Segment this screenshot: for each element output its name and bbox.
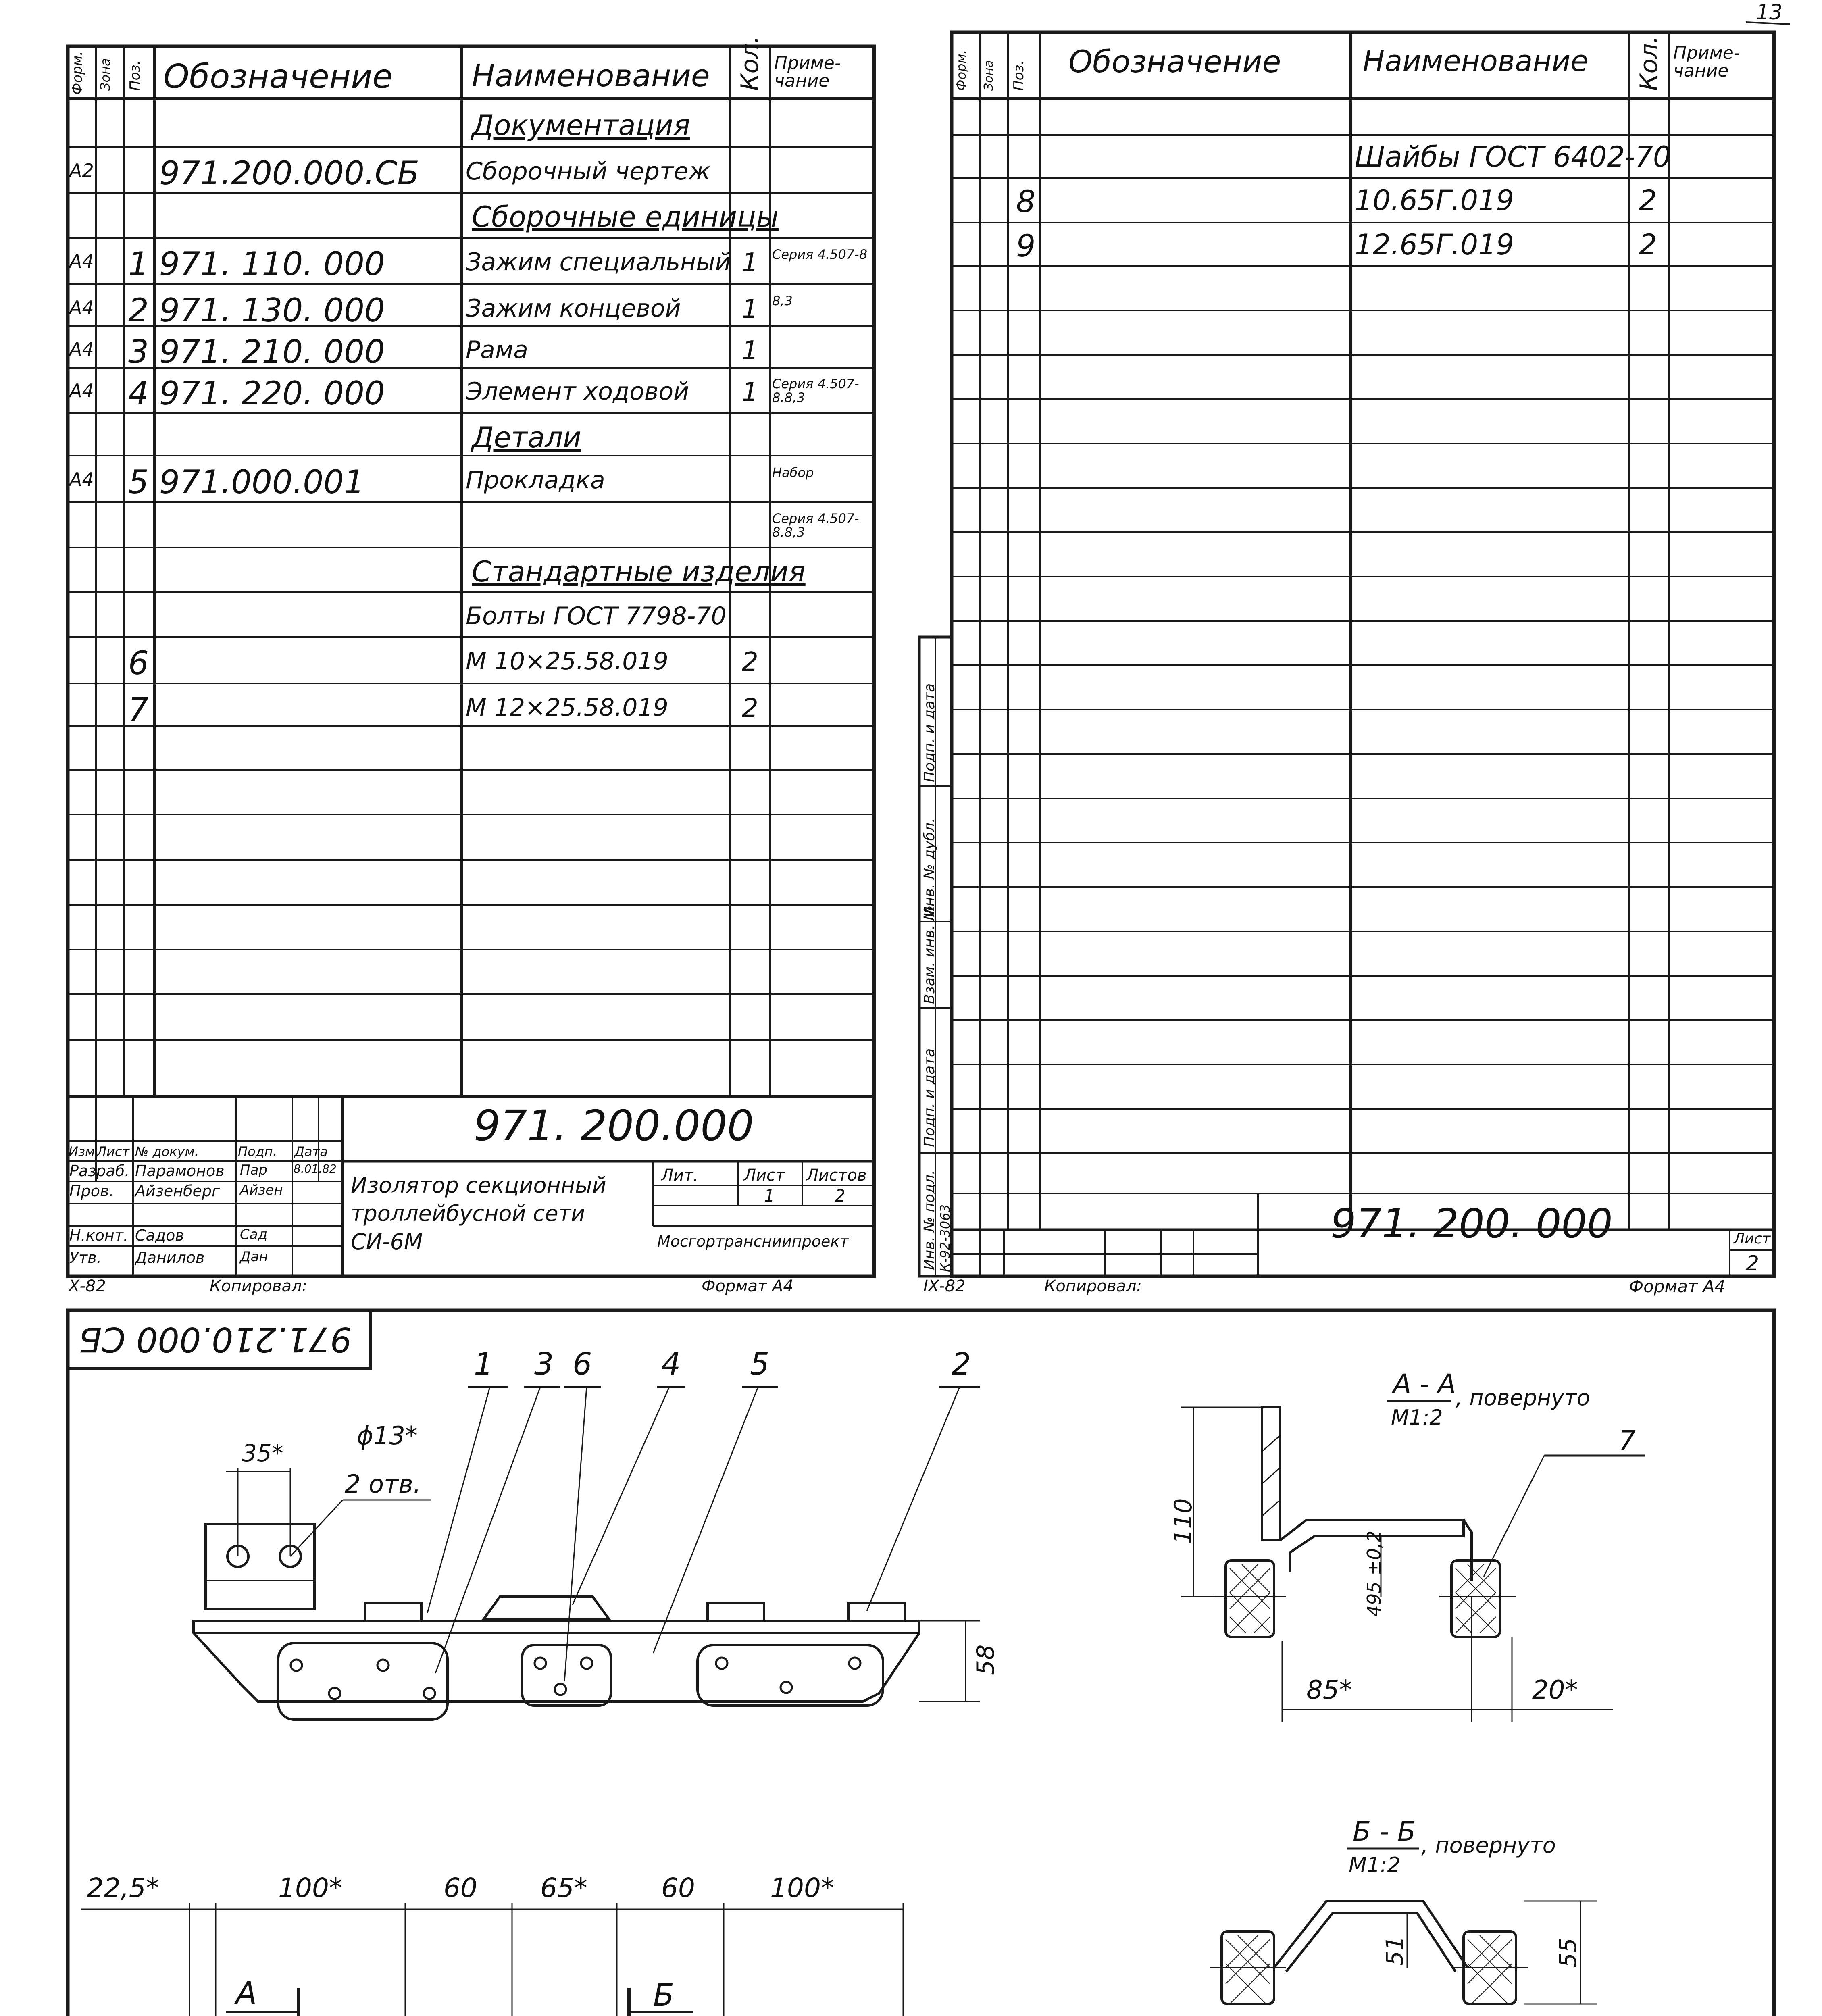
plan-dim: 22,5* — [87, 1872, 159, 1904]
aa-dim-495: 495 ±0,2 — [1363, 1530, 1385, 1617]
right-sheet-label: Лист — [1734, 1231, 1771, 1247]
role-label: Разраб. — [69, 1162, 130, 1180]
row-pos: 3 — [128, 333, 149, 371]
left-sheet-label: Лист — [744, 1166, 785, 1185]
cut-b-top: Б — [653, 1977, 675, 2013]
section-heading: Детали — [472, 421, 581, 454]
r-header-pos: Поз. — [1011, 60, 1027, 91]
row-note: Серия 4.507-8 — [772, 247, 868, 262]
callout-number: 4 — [661, 1346, 681, 1382]
plan-dim: 65* — [540, 1872, 587, 1904]
left-format: Формат А4 — [702, 1277, 793, 1295]
plan-dim: 100* — [278, 1872, 342, 1904]
row-qty: 2 — [1639, 228, 1657, 261]
left-sheets: 2 — [835, 1186, 845, 1206]
left-sheet: 1 — [764, 1186, 775, 1206]
left-tb-h1: Лист — [97, 1144, 130, 1159]
aa-dim-110: 110 — [1169, 1498, 1197, 1544]
role-name: Садов — [135, 1227, 184, 1244]
r-header-format: Форм. — [954, 50, 969, 91]
row-name: Элемент ходовой — [466, 377, 689, 406]
row-qty: 2 — [1639, 184, 1657, 217]
left-doc-title: Изолятор секционный троллейбусной сети СИ-6М — [351, 1173, 606, 1255]
drawing-frame — [68, 1310, 1774, 2016]
plan-dim: 60 — [444, 1872, 477, 1904]
row-pos: 2 — [128, 292, 149, 329]
callout-number: 5 — [750, 1346, 770, 1382]
r-header-name: Наименование — [1363, 44, 1589, 78]
plan-view — [81, 1903, 988, 2016]
header-format: Форм. — [69, 51, 85, 95]
section-heading: Документация — [472, 109, 690, 142]
row-format: A4 — [69, 469, 94, 490]
row-note: Серия 4.507-8.8,3 — [772, 511, 859, 540]
section-aa — [1181, 1401, 1645, 1722]
row-qty: 1 — [742, 377, 758, 407]
row-name: М 12×25.58.019 — [466, 694, 668, 722]
header-pos: Поз. — [127, 60, 143, 91]
dim-58: 58 — [972, 1644, 1000, 1675]
left-tb-h4: Дата — [294, 1144, 328, 1159]
row-designation: 971.200.000.СБ — [159, 154, 420, 192]
role-label: Н.конт. — [69, 1227, 128, 1244]
row-pos: 6 — [128, 644, 149, 682]
role-sign: Пар — [240, 1162, 267, 1178]
row-name: 10.65Г.019 — [1355, 184, 1514, 217]
left-sheets-label: Листов — [806, 1166, 867, 1185]
right-date-code: IХ-82 — [923, 1277, 966, 1295]
bb-dim-55: 55 — [1554, 1938, 1582, 1968]
left-tb-h0: Изм — [69, 1144, 95, 1159]
right-sheet: 2 — [1746, 1252, 1760, 1276]
row-designation: 971.000.001 — [159, 463, 364, 501]
row-name: Рама — [466, 336, 528, 364]
aa-label: А - А — [1393, 1368, 1456, 1400]
row-designation: 971. 210. 000 — [159, 333, 385, 371]
front-view — [194, 1387, 980, 1720]
row-designation: 971. 110. 000 — [159, 245, 385, 283]
row-name: Сборочный чертеж — [466, 157, 710, 185]
left-doc-number: 971. 200.000 — [474, 1101, 754, 1150]
side-label: Инв. № дубл. — [921, 818, 938, 917]
r-header-qty: Кол. — [1635, 35, 1663, 91]
role-name: Парамонов — [135, 1162, 225, 1180]
aa-suffix: , повернуто — [1456, 1385, 1590, 1410]
section-heading: Стандартные изделия — [472, 555, 806, 588]
aa-dim-20: 20* — [1532, 1675, 1578, 1705]
right-format: Формат А4 — [1629, 1277, 1726, 1296]
row-name: Шайбы ГОСТ 6402-70 — [1355, 140, 1671, 173]
role-sign: Дан — [240, 1249, 268, 1265]
right-spec-grid — [919, 32, 1774, 1276]
header-zone: Зона — [98, 58, 113, 91]
row-pos: 5 — [128, 463, 149, 501]
left-tb-h3: Подп. — [238, 1144, 277, 1159]
row-format: A4 — [69, 338, 94, 360]
bb-scale: М1:2 — [1349, 1853, 1401, 1877]
plan-dim: 100* — [770, 1872, 834, 1904]
row-pos: 8 — [1016, 183, 1036, 219]
side-label: Взам. инв. № — [921, 905, 938, 1004]
header-note: Приме- чание — [774, 53, 841, 91]
right-copied: Копировал: — [1044, 1277, 1142, 1295]
bb-label: Б - Б — [1353, 1816, 1416, 1847]
row-format: A4 — [69, 380, 94, 402]
plan-dim: 60 — [661, 1872, 695, 1904]
left-copied: Копировал: — [210, 1277, 308, 1295]
row-format: A4 — [69, 250, 94, 272]
row-note: Набор — [772, 465, 814, 480]
row-pos: 9 — [1016, 228, 1036, 264]
row-name: Зажим концевой — [466, 294, 681, 323]
row-name: 12.65Г.019 — [1355, 228, 1514, 261]
row-qty: 1 — [742, 336, 758, 366]
row-name: М 10×25.58.019 — [466, 647, 668, 675]
dim-35: 35* — [242, 1439, 283, 1467]
header-qty: Кол. — [736, 35, 764, 91]
role-date: 8.01.82 — [294, 1162, 337, 1175]
role-name: Данилов — [135, 1249, 205, 1266]
page-number: 13 — [1756, 0, 1783, 25]
side-label: Подп. и дата — [921, 1048, 938, 1147]
row-qty: 1 — [742, 248, 758, 278]
row-designation: 971. 220. 000 — [159, 375, 385, 412]
right-doc-number: 971. 200. 000 — [1331, 1200, 1613, 1247]
row-format: A4 — [69, 297, 94, 319]
left-tb-h2: № докум. — [135, 1144, 199, 1159]
role-label: Пров. — [69, 1182, 114, 1200]
row-qty: 1 — [742, 294, 758, 324]
row-format: A2 — [69, 160, 94, 181]
aa-scale: М1:2 — [1391, 1406, 1443, 1430]
left-date-code: Х-82 — [69, 1277, 106, 1295]
callout-number: 1 — [474, 1346, 494, 1382]
row-name: Зажим специальный — [466, 248, 731, 276]
inv-no: К-92-3063 — [937, 1204, 953, 1272]
callout-number: 6 — [573, 1346, 592, 1382]
cut-a-top: А — [236, 1975, 257, 2011]
r-header-note: Приме- чание — [1673, 43, 1740, 81]
role-name: Айзенберг — [135, 1182, 220, 1200]
row-pos: 4 — [128, 375, 149, 412]
left-org: Мосгортрансниипроект — [657, 1233, 849, 1250]
row-qty: 2 — [742, 647, 758, 677]
row-pos: 7 — [128, 691, 149, 728]
role-sign: Сад — [240, 1227, 268, 1243]
side-label: Подп. и дата — [921, 683, 938, 782]
aa-callout: 7 — [1619, 1425, 1636, 1456]
role-sign: Айзен — [240, 1182, 283, 1198]
side-label: Инв. № подл. — [921, 1170, 938, 1270]
bb-suffix: , повернуто — [1421, 1833, 1556, 1858]
mirrored-stamp: 971.210.000 СБ — [79, 1320, 352, 1359]
callout-number: 2 — [952, 1346, 971, 1382]
dim-hole13-count: 2 отв. — [345, 1469, 421, 1499]
dim-hole13: ϕ13* — [357, 1421, 418, 1450]
role-label: Утв. — [69, 1249, 102, 1266]
row-pos: 1 — [128, 245, 149, 283]
row-name: Болты ГОСТ 7798-70 — [466, 602, 727, 630]
r-header-zone: Зона — [982, 60, 996, 91]
callout-number: 3 — [534, 1346, 554, 1382]
section-bb — [1210, 1849, 1597, 2004]
header-designation: Обозначение — [163, 58, 393, 96]
left-lit-label: Лит. — [661, 1166, 699, 1185]
row-note: 8,3 — [772, 293, 793, 308]
aa-dim-85: 85* — [1306, 1675, 1352, 1705]
section-heading: Сборочные единицы — [472, 200, 779, 233]
row-designation: 971. 130. 000 — [159, 292, 385, 329]
row-qty: 2 — [742, 694, 758, 723]
row-note: Серия 4.507-8.8,3 — [772, 376, 859, 405]
row-name: Прокладка — [466, 466, 605, 494]
r-header-designation: Обозначение — [1068, 44, 1281, 79]
bb-dim-51: 51 — [1381, 1936, 1408, 1966]
header-name: Наименование — [472, 58, 710, 94]
